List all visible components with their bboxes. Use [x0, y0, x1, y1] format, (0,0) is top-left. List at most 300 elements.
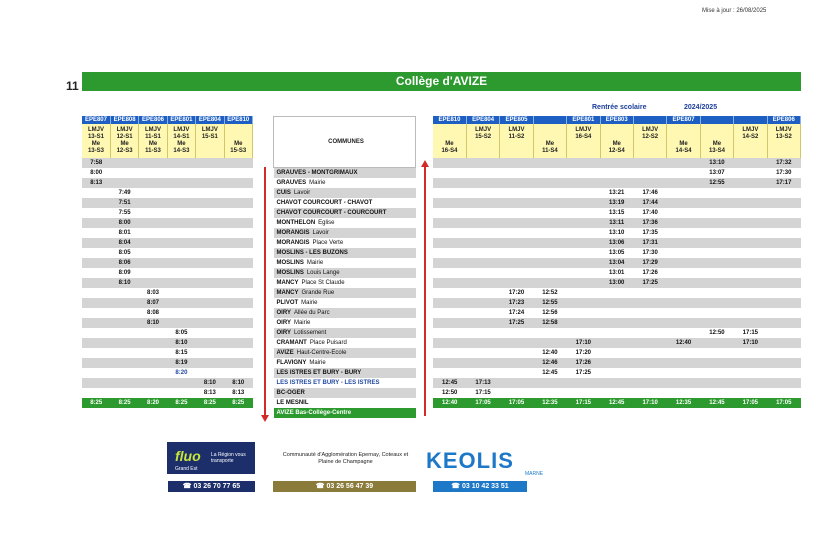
left-time-cell: [139, 168, 167, 178]
left-time-row: [82, 238, 253, 248]
left-arrival-time: 8:25: [196, 398, 224, 408]
right-time-cell: [633, 158, 666, 168]
left-time-cell: [110, 378, 138, 388]
right-time-cell: [734, 198, 767, 208]
left-time-cell: 8:19: [167, 358, 195, 368]
left-time-cell: 8:15: [167, 348, 195, 358]
right-time-cell: [433, 318, 466, 328]
left-days-line: [225, 134, 252, 141]
right-code-row: [433, 116, 801, 124]
right-time-cell: 12:40: [533, 348, 566, 358]
commune-row: [274, 178, 416, 188]
right-time-cell: [567, 378, 600, 388]
left-days-line: 13-S1: [87, 134, 104, 140]
communes-table: [273, 116, 416, 418]
left-time-cell: [82, 238, 110, 248]
right-time-cell: 13:05: [600, 248, 633, 258]
left-time-cell: [82, 358, 110, 368]
right-time-cell: [734, 278, 767, 288]
right-time-cell: [433, 168, 466, 178]
right-time-cell: [700, 198, 733, 208]
left-time-cell: [196, 278, 224, 288]
left-time-row: [82, 378, 253, 388]
right-time-cell: [667, 318, 700, 328]
right-time-cell: [466, 348, 499, 358]
left-days-line: Me: [148, 141, 158, 147]
right-time-cell: 12:45: [433, 378, 466, 388]
left-time-cell: [139, 278, 167, 288]
left-time-cell: [224, 298, 252, 308]
commune-cell: [274, 238, 416, 248]
right-time-cell: [567, 228, 600, 238]
right-days-line: [601, 134, 633, 141]
left-time-row: [82, 288, 253, 298]
left-time-cell: [167, 268, 195, 278]
right-time-cell: [600, 158, 633, 168]
left-time-cell: [82, 258, 110, 268]
right-time-cell: [500, 258, 533, 268]
right-route-code: [734, 116, 767, 124]
left-time-cell: [139, 228, 167, 238]
left-arrival-time: 8:25: [110, 398, 138, 408]
right-time-cell: [433, 358, 466, 368]
commune-stop: Mairie: [301, 300, 318, 306]
right-time-cell: [667, 268, 700, 278]
commune-row: [274, 378, 416, 388]
commune-name: MOSLINS: [276, 270, 304, 276]
left-time-row: [82, 328, 253, 338]
commune-cell: [274, 388, 416, 398]
fluo-wordmark: fluo: [175, 448, 201, 464]
right-route-code: [700, 116, 733, 124]
right-time-cell: [667, 358, 700, 368]
right-time-cell: [700, 258, 733, 268]
right-time-cell: [500, 358, 533, 368]
commune-name: MOSLINS: [276, 260, 304, 266]
right-time-cell: [700, 228, 733, 238]
left-time-cell: [82, 188, 110, 198]
right-time-row: [433, 228, 801, 238]
commune-name: OIRY: [276, 310, 291, 316]
communes-destination: AVIZE Bas-Collège-Centre: [274, 408, 416, 418]
right-time-row: [433, 168, 801, 178]
right-arrival-time: 17:05: [734, 398, 767, 408]
right-time-cell: 17:20: [567, 348, 600, 358]
left-time-cell: [167, 228, 195, 238]
right-time-cell: [433, 298, 466, 308]
left-time-cell: [82, 368, 110, 378]
right-route-code: EPE806: [767, 116, 800, 124]
left-time-cell: [139, 378, 167, 388]
right-time-cell: 13:01: [600, 268, 633, 278]
right-time-cell: [633, 358, 666, 368]
commune-cell: [274, 338, 416, 348]
right-time-cell: 17:23: [500, 298, 533, 308]
right-time-cell: [767, 188, 800, 198]
keolis-sub: MARNE: [525, 471, 544, 477]
commune-cell: [274, 168, 416, 179]
right-time-cell: [500, 218, 533, 228]
right-time-cell: [466, 188, 499, 198]
fluo-phone: [168, 481, 255, 492]
left-time-row: [82, 358, 253, 368]
commune-row: [274, 348, 416, 358]
left-time-cell: [139, 338, 167, 348]
right-time-cell: [433, 228, 466, 238]
right-time-cell: [600, 388, 633, 398]
right-time-cell: [567, 258, 600, 268]
right-time-cell: [500, 228, 533, 238]
left-time-cell: [110, 388, 138, 398]
right-days-cell: [767, 124, 800, 158]
right-time-cell: [500, 208, 533, 218]
right-time-cell: [567, 298, 600, 308]
left-time-cell: [224, 338, 252, 348]
right-time-cell: [533, 328, 566, 338]
left-route-code: EPE806: [139, 116, 167, 124]
commune-stop: Allée du Parc: [293, 310, 330, 316]
left-time-cell: [110, 358, 138, 368]
right-time-cell: [500, 268, 533, 278]
right-days-line: [567, 141, 599, 148]
left-time-cell: [167, 298, 195, 308]
right-time-cell: 17:10: [567, 338, 600, 348]
left-time-cell: [139, 348, 167, 358]
right-time-row: [433, 178, 801, 188]
left-days-cell: [224, 124, 252, 158]
right-days-line: 13-S4: [708, 148, 725, 154]
season-year: 2024/2025: [684, 104, 718, 111]
left-time-cell: [196, 358, 224, 368]
right-time-cell: [667, 188, 700, 198]
right-time-cell: [466, 368, 499, 378]
commune-row: [274, 328, 416, 338]
right-time-cell: [500, 368, 533, 378]
right-time-cell: 13:00: [600, 278, 633, 288]
commune-stop: Haut-Centre-Ecole: [296, 350, 347, 356]
right-days-line: Me: [712, 141, 722, 147]
season-label: Rentrée scolaire: [592, 104, 647, 111]
commune-cell: [274, 348, 416, 358]
left-time-cell: [224, 198, 252, 208]
commune-row: [274, 308, 416, 318]
right-time-cell: [466, 298, 499, 308]
left-days-line: LMJV: [201, 127, 218, 133]
right-time-cell: [600, 368, 633, 378]
left-time-cell: [110, 178, 138, 188]
right-time-cell: [633, 338, 666, 348]
right-days-line: [433, 127, 466, 134]
right-time-cell: [600, 288, 633, 298]
right-time-cell: [567, 208, 600, 218]
left-time-cell: [167, 308, 195, 318]
right-time-cell: [700, 288, 733, 298]
right-time-cell: 17:31: [633, 238, 666, 248]
right-days-cell: [700, 124, 733, 158]
right-days-line: [667, 134, 699, 141]
left-time-cell: [196, 228, 224, 238]
right-time-cell: [700, 188, 733, 198]
right-time-cell: 13:10: [600, 228, 633, 238]
right-time-cell: [667, 198, 700, 208]
commune-stop: Mairie: [293, 320, 311, 326]
commune-cell: [274, 198, 416, 208]
left-time-cell: 8:07: [139, 298, 167, 308]
left-time-cell: [224, 308, 252, 318]
commune-name: GRAUVES - MONTGRIMAUX: [276, 170, 358, 176]
right-time-cell: [567, 198, 600, 208]
left-days-line: LMJV: [145, 127, 162, 133]
right-time-cell: [433, 278, 466, 288]
right-time-cell: [600, 328, 633, 338]
commune-name: MONTHELON: [276, 220, 316, 226]
right-time-cell: [633, 368, 666, 378]
left-route-code: EPE804: [196, 116, 224, 124]
commune-stop: Louis Lange: [306, 270, 340, 276]
right-time-cell: [700, 278, 733, 288]
right-time-cell: [767, 198, 800, 208]
right-time-cell: [433, 258, 466, 268]
right-time-cell: [533, 188, 566, 198]
fluo-logo: [167, 442, 255, 474]
left-time-cell: [139, 198, 167, 208]
right-time-cell: [600, 178, 633, 188]
right-time-cell: [667, 178, 700, 188]
commune-cell: [274, 258, 416, 268]
right-days-line: [534, 127, 566, 134]
left-time-cell: 8:10: [196, 378, 224, 388]
left-time-cell: [167, 218, 195, 228]
left-time-cell: [139, 388, 167, 398]
left-time-cell: [110, 328, 138, 338]
right-time-cell: [767, 338, 800, 348]
right-time-cell: [700, 248, 733, 258]
left-days-line: Me: [120, 141, 129, 147]
left-days-line: [196, 141, 223, 148]
left-time-cell: [110, 308, 138, 318]
left-time-cell: [196, 238, 224, 248]
left-time-cell: [82, 328, 110, 338]
left-time-cell: [224, 238, 252, 248]
right-time-cell: 17:25: [567, 368, 600, 378]
right-time-cell: [633, 348, 666, 358]
right-time-cell: [466, 168, 499, 178]
right-route-code: [633, 116, 666, 124]
left-time-row: [82, 208, 253, 218]
left-days-line: 14-S1: [173, 134, 190, 140]
commune-name: PLIVOT: [276, 300, 299, 306]
commune-name: LES ISTRES ET BURY - LES ISTRES: [276, 380, 380, 386]
right-time-cell: [500, 188, 533, 198]
commune-row: [274, 338, 416, 348]
left-arrival-time: 8:25: [82, 398, 110, 408]
right-time-row: [433, 378, 801, 388]
right-time-cell: [700, 378, 733, 388]
right-time-cell: [433, 328, 466, 338]
commune-name: AVIZE: [276, 350, 294, 356]
right-time-cell: [667, 328, 700, 338]
left-time-cell: [167, 168, 195, 178]
commune-row: [274, 298, 416, 308]
left-time-cell: [139, 248, 167, 258]
left-time-cell: [224, 278, 252, 288]
right-time-cell: 17:26: [567, 358, 600, 368]
left-time-cell: [224, 358, 252, 368]
left-route-code: EPE810: [224, 116, 252, 124]
left-time-cell: [82, 318, 110, 328]
keolis-phone: [433, 481, 527, 492]
left-arrival-time: 8:25: [167, 398, 195, 408]
right-days-line: [601, 127, 633, 134]
left-time-cell: [82, 218, 110, 228]
right-time-cell: [700, 238, 733, 248]
right-time-row: [433, 208, 801, 218]
left-time-cell: [224, 348, 252, 358]
left-time-row: [82, 388, 253, 398]
left-time-cell: 8:09: [110, 268, 138, 278]
right-time-cell: 13:19: [600, 198, 633, 208]
right-arrival-time: 12:35: [533, 398, 566, 408]
right-days-line: Me: [612, 141, 621, 147]
direction-line-up: [424, 166, 426, 416]
right-time-cell: 13:07: [700, 168, 733, 178]
commune-name: CUIS: [276, 190, 291, 196]
right-time-cell: [533, 338, 566, 348]
right-arrival-time: 17:15: [567, 398, 600, 408]
communes-footer-row: [274, 408, 416, 418]
right-time-cell: [600, 338, 633, 348]
right-days-line: 16-S4: [575, 134, 592, 140]
right-time-cell: 17:36: [633, 218, 666, 228]
right-time-row: [433, 358, 801, 368]
right-time-row: [433, 248, 801, 258]
right-days-line: 11-S4: [542, 148, 558, 154]
right-days-line: LMJV: [775, 127, 792, 133]
right-time-cell: 13:11: [600, 218, 633, 228]
commune-row: [274, 168, 416, 179]
right-time-cell: [567, 168, 600, 178]
page-title: Collège d'AVIZE: [82, 72, 801, 91]
right-time-cell: [734, 388, 767, 398]
right-time-cell: [667, 388, 700, 398]
left-time-row: [82, 228, 253, 238]
right-time-cell: 17:15: [734, 328, 767, 338]
left-days-line: Me: [91, 141, 101, 147]
right-time-cell: [500, 328, 533, 338]
right-time-cell: [767, 388, 800, 398]
right-time-cell: [433, 248, 466, 258]
left-time-cell: [224, 268, 252, 278]
right-time-cell: [500, 248, 533, 258]
right-time-cell: 12:52: [533, 288, 566, 298]
right-time-cell: [734, 238, 767, 248]
right-time-cell: [500, 278, 533, 288]
right-days-cell: [500, 124, 533, 158]
left-time-cell: [82, 228, 110, 238]
commune-cell: [274, 298, 416, 308]
left-days-cell: [110, 124, 138, 158]
commune-stop: Mairie: [306, 260, 324, 266]
right-days-line: [433, 134, 466, 141]
left-time-cell: 8:00: [110, 218, 138, 228]
right-days-line: 12-S2: [642, 134, 659, 140]
right-time-cell: [734, 208, 767, 218]
left-time-cell: [196, 168, 224, 178]
left-time-row: [82, 348, 253, 358]
left-time-cell: [196, 328, 224, 338]
right-days-line: [467, 148, 499, 155]
left-time-cell: [196, 198, 224, 208]
right-time-cell: [466, 218, 499, 228]
left-time-cell: [167, 378, 195, 388]
right-time-cell: 17:17: [767, 178, 800, 188]
communes-header: COMMUNES: [274, 117, 416, 168]
right-time-cell: [567, 178, 600, 188]
right-time-cell: [466, 258, 499, 268]
right-days-line: [734, 148, 766, 155]
right-time-cell: [633, 298, 666, 308]
left-time-cell: 8:04: [110, 238, 138, 248]
right-time-cell: [633, 168, 666, 178]
right-time-cell: 17:25: [633, 278, 666, 288]
right-time-cell: [734, 188, 767, 198]
right-time-cell: [767, 268, 800, 278]
commune-row: [274, 188, 416, 198]
left-days-line: 15-S1: [201, 134, 218, 140]
right-time-cell: [433, 188, 466, 198]
commune-cell: [274, 208, 416, 218]
right-time-row: [433, 238, 801, 248]
right-days-line: [500, 141, 532, 148]
right-time-cell: [433, 288, 466, 298]
left-time-cell: [167, 288, 195, 298]
right-days-line: [634, 148, 666, 155]
right-days-line: 14-S2: [742, 134, 759, 140]
left-days-line: LMJV: [173, 127, 190, 133]
right-time-cell: [567, 248, 600, 258]
commune-stop: Grande Rue: [301, 290, 335, 296]
right-time-row: [433, 308, 801, 318]
commune-name: MANCY: [276, 290, 299, 296]
commune-row: [274, 228, 416, 238]
commune-stop: Place Puisard: [309, 340, 347, 346]
left-time-row: [82, 248, 253, 258]
right-time-cell: 17:30: [633, 248, 666, 258]
left-time-row: [82, 368, 253, 378]
right-time-cell: [734, 318, 767, 328]
left-time-cell: [196, 178, 224, 188]
right-time-cell: [567, 278, 600, 288]
right-days-cell: [466, 124, 499, 158]
right-time-cell: [700, 318, 733, 328]
right-days-line: [701, 127, 733, 134]
commune-cell: [274, 308, 416, 318]
right-time-cell: [567, 158, 600, 168]
commune-name: LE MESNIL: [276, 400, 309, 406]
left-time-row: [82, 198, 253, 208]
right-days-cell: [533, 124, 566, 158]
commune-cell: [274, 318, 416, 328]
left-time-cell: [196, 368, 224, 378]
left-time-cell: [139, 158, 167, 168]
left-time-cell: 7:55: [110, 208, 138, 218]
right-time-cell: [433, 208, 466, 218]
right-time-cell: [533, 228, 566, 238]
commune-cell: [274, 248, 416, 258]
right-route-code: [533, 116, 566, 124]
left-time-cell: [167, 388, 195, 398]
left-time-cell: [139, 328, 167, 338]
